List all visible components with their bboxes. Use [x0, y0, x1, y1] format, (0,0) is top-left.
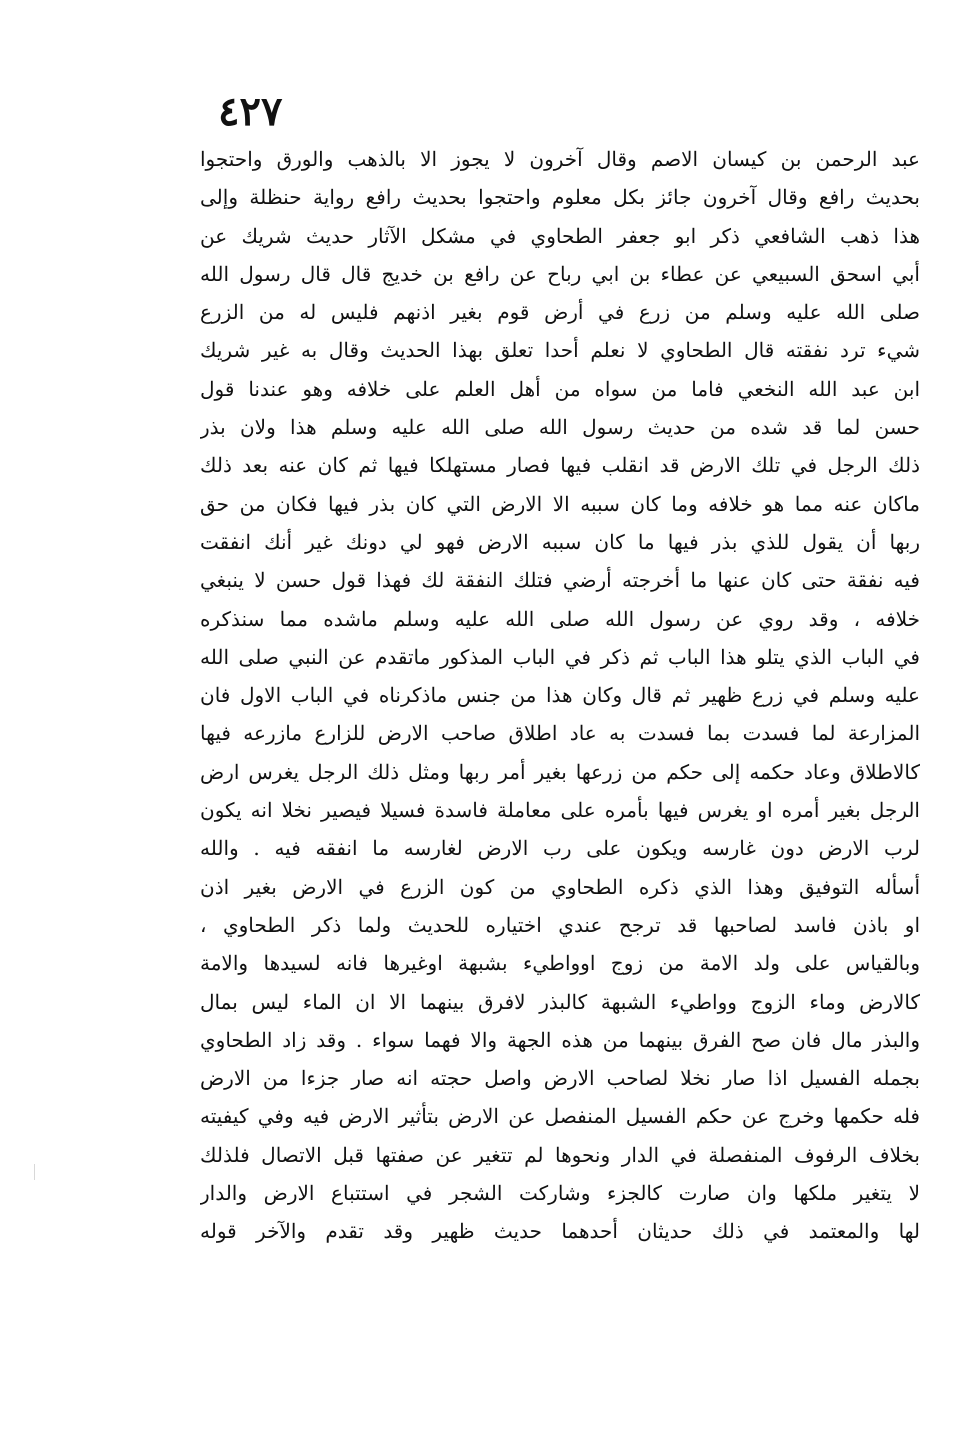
- text-line: شيء ترد نفقته قال الطحاوي لا نعلم أحدا تعلق بهذا الحديث وقال به غير شريك: [200, 338, 920, 363]
- text-line: كالاطلاق وعاد حكمه إلى حكم من زرعها بغير أمر ربها ومثل ذلك الرجل يغرس ارض: [200, 759, 920, 784]
- arabic-text-body: [200, 140, 920, 1251]
- text-line: الرجل بغير أمره او يغرس فيها بأمره على معاملة فاسدة فسيلا فيصير نخلا انه يكون: [200, 798, 920, 823]
- text-line: ربها أن يقول للذي بذر فيها ما كان سببه الارض فهو لي دونك غير أنك انفقت: [200, 529, 920, 554]
- text-line: وبالقياس على ولد الامة من زوج اوواطيء بشبهة اوغيرها فانه لسيدها والامة: [200, 951, 920, 976]
- text-line: حسن لما قد شده من حديث رسول الله صلى الله عليه وسلم هذا ولان بذر: [200, 415, 920, 440]
- text-line: خلافه ، وقد روي عن رسول الله صلى الله عليه وسلم ماشده مما سنذكره: [200, 606, 920, 631]
- text-line: عبد الرحمن بن كيسان الاصم وقال آخرون لا يجوز الا بالذهب والورق واحتجوا: [200, 147, 920, 171]
- text-line: لها والمعتمد في ذلك حديثان أحدهما حديث ظهير وقد تقدم والآخر قوله: [200, 1219, 920, 1244]
- text-line: ماكان عنه مما هو خلافه وما كان سببه الا الارض التي كان بذر فيها فكان من حق: [200, 491, 920, 516]
- text-line: أبي اسحق السبيعي عن عطاء بن ابي رباح عن رافع بن خديج قال قال رسول الله: [200, 261, 920, 286]
- text-line: ذلك الرجل في تلك الارض قد انقلب فيها فصار مستهلكا فيها ثم كان عنه بعد ذلك: [200, 453, 920, 478]
- text-line: بخلاف الرفوف المنفصلة في الدار ونحوها لم تتغير عن صفتها قبل الاتصال فلذلك: [200, 1142, 920, 1167]
- text-line: ابن عبد الله النخعي فاما من سواه من أهل العلم على خلافه وهو عندنا قول: [200, 376, 920, 401]
- text-line: والبذر مال فان صح الفرق بينهما من هذه الجهة والا فهما سواء . وقد زاد الطحاوي: [200, 1027, 920, 1052]
- text-line: المزارعة لما فسدت بما فسدت به عاد اطلاق صاحب الارض للزارع مازرعه فيها: [200, 721, 920, 746]
- text-line: او باذن فاسد لصاحبها قد ترجح عندي اختياره للحديث ولما ذكر الطحاوي ،: [200, 912, 920, 937]
- text-line: فيه نفقة حتى كان عنها ما أخرجته أرضي فتلك النفقة لك فهذا قول حسن لا ينبغي: [200, 568, 920, 593]
- text-line: فله حكمها وخرج عن حكم الفسيل المنفصل عن الارض بتأثير الارض فيه وفي كيفيته: [200, 1104, 920, 1129]
- text-line: كالارض وماء الزوج وواطيء الشبهة كالبذر لافرق بينهما الا ان الماء ليس بمال: [200, 989, 920, 1014]
- text-line: لا يتغير ملكها وان صارت كالجزء وشاركت الشجر في استتباع الارض والدار: [200, 1181, 920, 1206]
- scan-margin-mark: [34, 1164, 35, 1180]
- text-line: هذا ذهب الشافعي ذكر ابو جعفر الطحاوي في مشكل الآثار حديث شريك عن: [200, 223, 920, 248]
- text-line: في الباب الذي يتلو هذا الباب ثم ذكر في الباب المذكور ماتقدم عن النبي صلى الله: [200, 644, 920, 669]
- text-line: بحديث رافع وقال آخرون جائز بكل معلوم واحتجوا بحديث رافع رواية حنظلة وإلى: [200, 185, 920, 210]
- text-line: بجمله الفسيل اذا صار نخلا لصاحب الارض واصل حجته انه صار جزءا من الارض: [200, 1066, 920, 1091]
- text-line: صلى الله عليه وسلم من زرع في أرض قوم بغير اذنهم فليس له من الزرع: [200, 300, 920, 325]
- text-line: أسأله التوفيق وهذا الذي ذكره الطحاوي من كون الزرع في الارض بغير اذن: [200, 874, 920, 899]
- text-line: عليه وسلم في زرع ظهير ثم قال وكان هذا من جنس ماذكرناه في الباب الاول فان: [200, 683, 920, 708]
- page-number: ٤٢٧: [218, 88, 283, 135]
- text-line: لرب الارض دون غارسه ويكون على رب الارض لغارسه ما انفقه فيه . والله: [200, 836, 920, 861]
